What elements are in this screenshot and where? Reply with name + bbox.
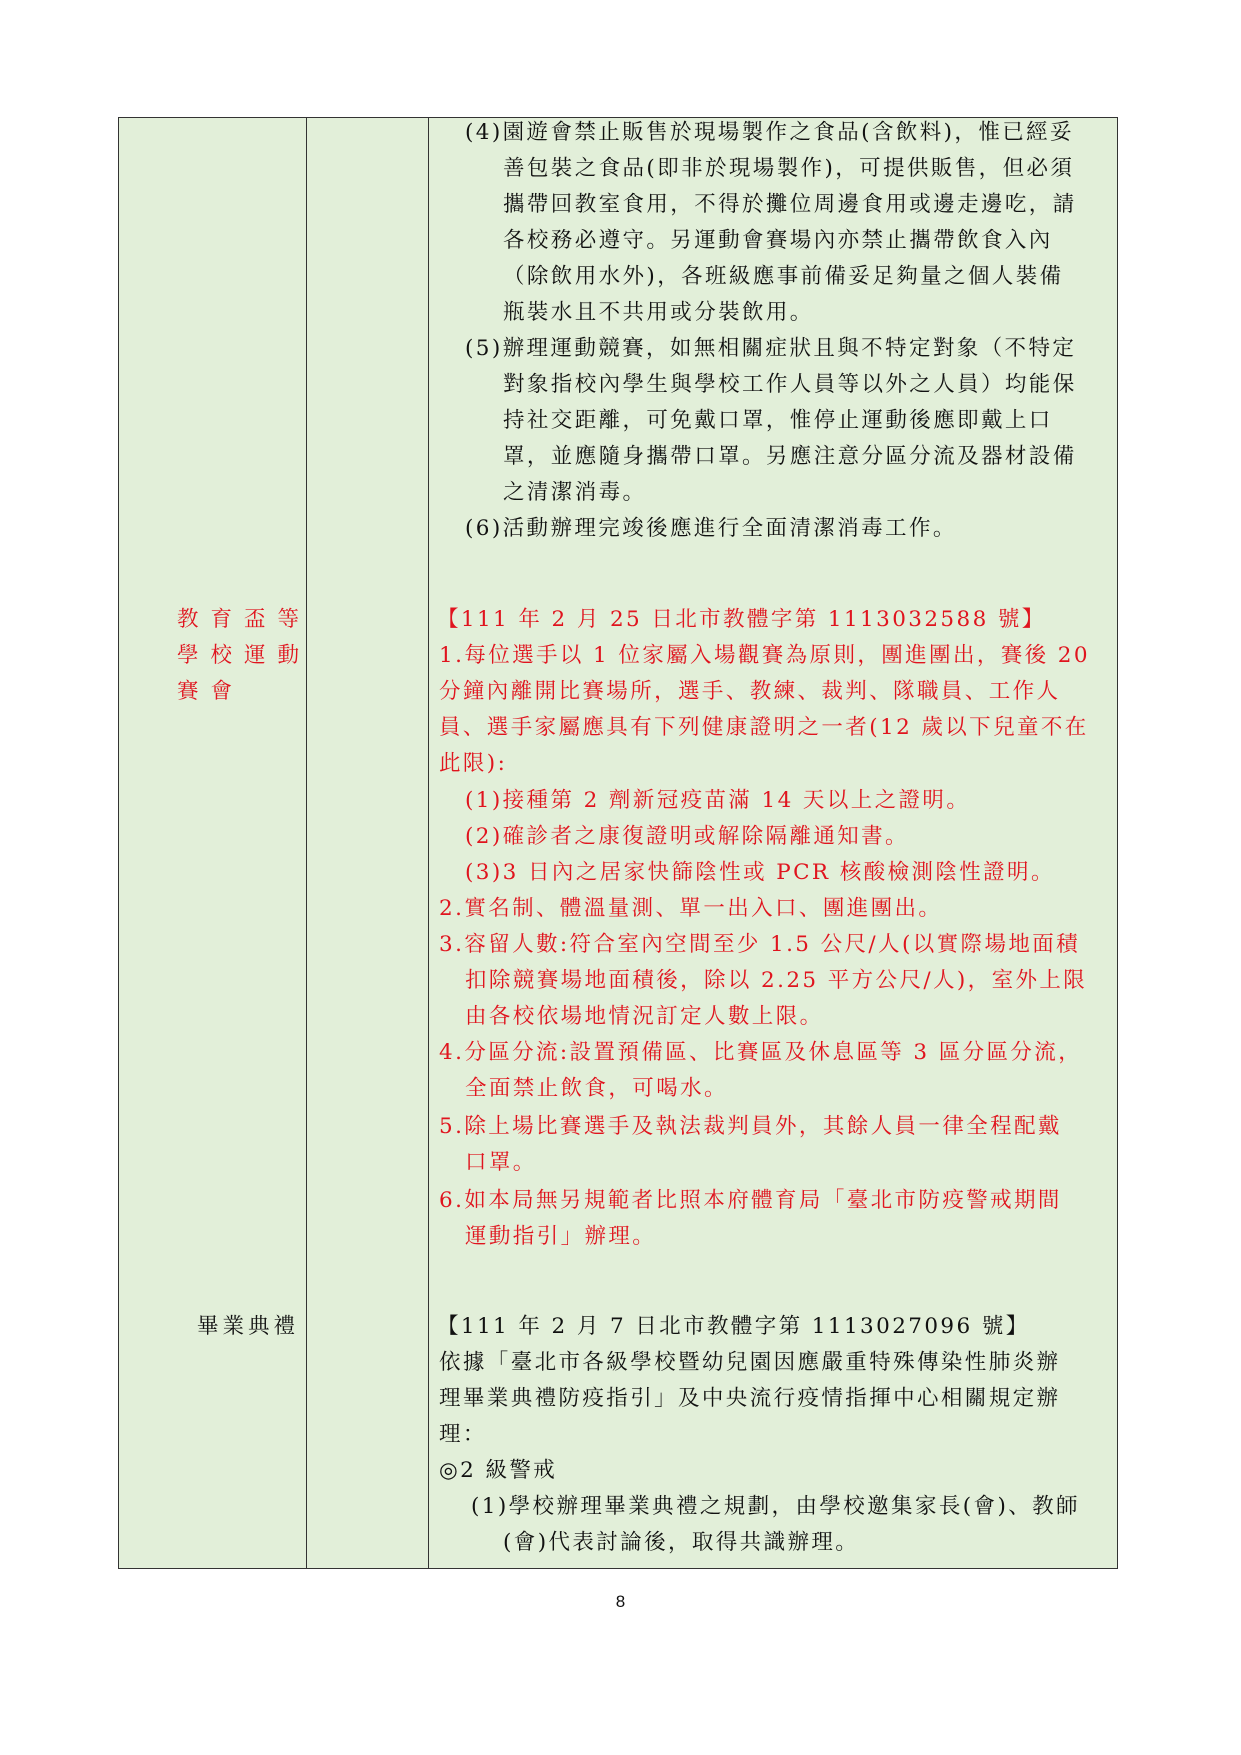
- sports-notice-line: (1)接種第 2 劑新冠疫苗滿 14 天以上之證明。: [465, 788, 971, 813]
- item-4-line-4: 各校務必遵守。另運動會賽場內亦禁止攜帶飲食入內: [503, 228, 1053, 253]
- content-column: [429, 118, 1109, 1568]
- graduation-line: (1)學校辦理畢業典禮之規劃，由學校邀集家長(會)、教師: [471, 1494, 1080, 1519]
- item-4-line-3: 攜帶回教室食用，不得於攤位周邊食用或邊走邊吃，請: [503, 192, 1077, 217]
- sports-notice-line: 扣除競賽場地面積後，除以 2.25 平方公尺/人)，室外上限: [465, 968, 1088, 993]
- category-sports-line-3: 賽會: [177, 679, 245, 704]
- sports-notice-line: 2.實名制、體溫量測、單一出入口、團進團出。: [439, 896, 943, 921]
- graduation-line: (會)代表討論後，取得共識辦理。: [503, 1530, 860, 1555]
- regulation-table: [118, 117, 1118, 1569]
- item-6-line-1: (6)活動辦理完竣後應進行全面清潔消毒工作。: [465, 516, 957, 541]
- sports-notice-line: 運動指引」辦理。: [465, 1224, 657, 1249]
- graduation-line: 理：: [439, 1422, 487, 1447]
- sports-notice-line: 1.每位選手以 1 位家屬入場觀賽為原則，團進團出，賽後 20: [439, 643, 1090, 668]
- sports-notice-line: 3.容留人數:符合室內空間至少 1.5 公尺/人(以實際場地面積: [439, 932, 1081, 957]
- category-graduation: 畢業典禮: [197, 1314, 300, 1339]
- sports-notice-line: 員、選手家屬應具有下列健康證明之一者(12 歲以下兒童不在: [439, 715, 1089, 740]
- category-sports-line-1: 教育盃等: [177, 607, 312, 632]
- graduation-line: ◎2 級警戒: [439, 1458, 558, 1483]
- sports-notice-line: 分鐘內離開比賽場所，選手、教練、裁判、隊職員、工作人: [439, 679, 1061, 704]
- item-5-line-2: 對象指校內學生與學校工作人員等以外之人員）均能保: [503, 372, 1077, 397]
- item-5-line-5: 之清潔消毒。: [503, 480, 647, 505]
- sports-notice-line: (2)確診者之康復證明或解除隔離通知書。: [465, 824, 909, 849]
- sports-notice-title: 【111 年 2 月 25 日北市教體字第 1113032588 號】: [437, 607, 1046, 632]
- sports-notice-line: 4.分區分流:設置預備區、比賽區及休息區等 3 區分區分流，: [439, 1040, 1083, 1065]
- item-4-line-6: 瓶裝水且不共用或分裝飲用。: [503, 300, 814, 325]
- sports-notice-line: 5.除上場比賽選手及執法裁判員外，其餘人員一律全程配戴: [439, 1114, 1062, 1139]
- item-4-line-1: (4)園遊會禁止販售於現場製作之食品(含飲料)，惟已經妥: [465, 120, 1074, 145]
- sports-notice-line: 6.如本局無另規範者比照本府體育局「臺北市防疫警戒期間: [439, 1188, 1062, 1213]
- item-5-line-3: 持社交距離，可免戴口罩，惟停止運動後應即戴上口: [503, 408, 1053, 433]
- item-4-line-2: 善包裝之食品(即非於現場製作)，可提供販售，但必須: [503, 156, 1075, 181]
- category-column: [119, 118, 312, 1568]
- sports-notice-line: 全面禁止飲食，可喝水。: [465, 1076, 728, 1101]
- graduation-notice-title: 【111 年 2 月 7 日北市教體字第 1113027096 號】: [437, 1314, 1030, 1339]
- item-4-line-5: （除飲用水外)，各班級應事前備妥足夠量之個人裝備: [503, 264, 1064, 289]
- page-number: 8: [615, 1592, 626, 1611]
- item-5-line-1: (5)辦理運動競賽，如無相關症狀且與不特定對象（不特定: [465, 336, 1077, 361]
- category-sports-line-2: 學校運動: [177, 643, 312, 668]
- item-5-line-4: 罩，並應隨身攜帶口罩。另應注意分區分流及器材設備: [503, 444, 1077, 469]
- sports-notice-line: 口罩。: [465, 1150, 537, 1175]
- sports-notice-line: 此限):: [439, 751, 508, 776]
- sports-notice-line: (3)3 日內之居家快篩陰性或 PCR 核酸檢測陰性證明。: [465, 860, 1055, 885]
- graduation-line: 理畢業典禮防疫指引」及中央流行疫情指揮中心相關規定辦: [439, 1386, 1061, 1411]
- sports-notice-line: 由各校依場地情況訂定人數上限。: [465, 1004, 824, 1029]
- graduation-line: 依據「臺北市各級學校暨幼兒園因應嚴重特殊傳染性肺炎辦: [439, 1350, 1061, 1375]
